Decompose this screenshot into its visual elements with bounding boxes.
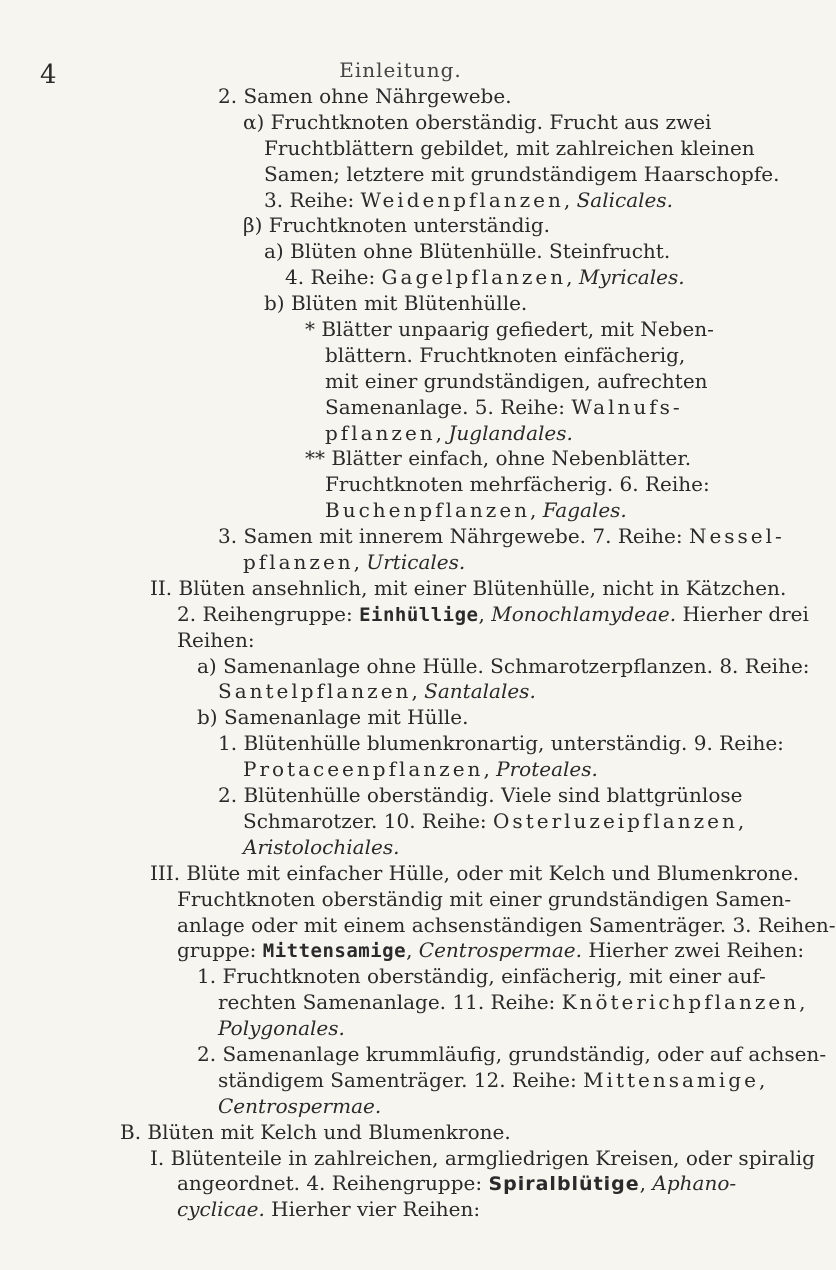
text-run: a) Blüten ohne Blütenhülle. Steinfrucht. [264, 239, 671, 264]
text-run: Nessel- [688, 524, 785, 549]
text-run: pflanzen [243, 550, 354, 575]
text-run: Reihen: [177, 627, 255, 652]
text-run: 3. Samen mit innerem Nährgewebe. 7. Reihe: [218, 524, 689, 549]
text-run: B. Blüten mit Kelch und Blumenkrone. [120, 1119, 511, 1144]
text-run: Santelpflanzen [218, 679, 412, 704]
text-run: gruppe: [177, 938, 263, 963]
text-line [0, 136, 801, 162]
text-run: , [478, 601, 492, 626]
text-line [0, 731, 801, 757]
text-line [0, 188, 801, 214]
text-run: Mittensamige [583, 1067, 759, 1092]
text-run: Monochlamydeae. [491, 601, 677, 626]
text-run: angeordnet. 4. Reihengruppe: [177, 1171, 489, 1196]
text-run: , [799, 990, 806, 1015]
text-run: Myricales. [578, 265, 685, 290]
text-run: , [353, 550, 367, 575]
text-run: Polygonales. [218, 1016, 345, 1041]
text-run: Spiralblütige [488, 1173, 640, 1196]
text-line [0, 446, 801, 472]
text-line [0, 110, 801, 136]
text-run: b) Blüten mit Blütenhülle. [264, 291, 528, 316]
text-line [0, 84, 801, 110]
text-run: Osterluzeipflanzen [493, 808, 738, 833]
text-run: * Blätter unpaarig gefiedert, mit Neben- [305, 317, 714, 342]
running-head: Einleitung. [339, 58, 462, 82]
text-run: Fruchtknoten oberständig mit einer grundständigen Samen- [177, 886, 792, 911]
text-run: , [563, 187, 577, 212]
text-run: Samenanlage. 5. Reihe: [325, 394, 572, 419]
text-run: 2. Blütenhülle oberständig. Viele sind blattgrünlose [218, 783, 743, 808]
text-line [0, 653, 810, 680]
text-line [0, 343, 801, 369]
text-run: 1. Blütenhülle blumenkronartig, unterständig. 9. Reihe: [218, 731, 784, 756]
text-line [0, 265, 801, 291]
text-run: 2. Samenanlage krummläufig, grundständig, oder auf achsen- [197, 1041, 827, 1066]
text-run: blättern. Fruchtknoten einfächerig, [325, 342, 686, 367]
text-run: III. Blüte mit einfacher Hülle, oder mit Kelch und Blumenkrone. [150, 860, 800, 885]
text-run: , [758, 1067, 766, 1092]
text-run: pflanzen [325, 420, 436, 445]
text-line [0, 679, 801, 705]
page-number: 4 [40, 60, 57, 90]
text-run: Gagelpflanzen [381, 265, 567, 290]
text-run: b) Samenanlage mit Hülle. [197, 705, 469, 730]
text-run: α) Fruchtknoten oberständig. Frucht aus zwei [243, 109, 712, 134]
text-run: ständigem Samenträger. 12. Reihe: [218, 1067, 584, 1092]
text-run: ** Blätter einfach, ohne Nebenblätter. [305, 446, 692, 471]
text-run: Juglandales. [448, 420, 573, 445]
text-line [0, 887, 801, 913]
text-run: Walnufs- [571, 394, 683, 419]
text-run: , [406, 938, 419, 963]
text-line [0, 912, 836, 939]
text-run: 4. Reihe: [285, 265, 382, 290]
text-line [0, 705, 801, 731]
text-run: Salicales. [576, 187, 674, 212]
text-line [0, 990, 806, 1016]
text-run: Proteales. [496, 757, 598, 782]
text-line [0, 601, 809, 628]
text-run: , [483, 757, 497, 782]
text-line [0, 213, 801, 239]
text-run: , [737, 808, 745, 833]
text-run: Hierher zwei Reihen: [581, 938, 805, 963]
text-line [0, 550, 801, 576]
text-line [0, 1145, 815, 1172]
text-run: Knöterichpflanzen [561, 990, 800, 1015]
text-line [0, 1016, 801, 1042]
text-line [0, 498, 801, 524]
text-line [0, 757, 801, 783]
text-line [0, 317, 801, 343]
text-line [0, 964, 801, 990]
text-run: II. Blüten ansehnlich, mit einer Blütenhülle, nicht in Kätzchen. [150, 575, 787, 600]
text-line [0, 1041, 827, 1068]
text-line [0, 809, 801, 835]
text-run: rechten Samenanlage. 11. Reihe: [218, 990, 562, 1015]
text-run: Centrospermae. [418, 938, 582, 963]
text-run: , [411, 679, 425, 704]
text-run: Einhüllige [359, 603, 479, 626]
text-run: Fruchtknoten mehrfächerig. 6. Reihe: [325, 472, 710, 497]
text-line [0, 395, 801, 421]
text-line [0, 1171, 801, 1197]
text-line [0, 162, 801, 188]
text-run: Fagales. [542, 498, 627, 523]
text-run: cyclicae. [177, 1197, 265, 1222]
text-run: Hierher drei [676, 601, 809, 626]
text-run: Centrospermae. [218, 1093, 382, 1118]
text-run: I. Blütenteile in zahlreichen, armgliedrigen Kreisen, oder spiralig [150, 1145, 815, 1170]
text-run: Aristolochiales. [243, 834, 400, 859]
text-run: 2. Samen ohne Nährgewebe. [218, 84, 512, 108]
text-line [0, 576, 801, 602]
text-run: Schmarotzer. 10. Reihe: [243, 808, 494, 833]
text-run: , [435, 420, 449, 445]
text-run: a) Samenanlage ohne Hülle. Schmarotzerpflanzen. 8. Reihe: [197, 653, 810, 678]
text-line [0, 1197, 801, 1223]
text-line [0, 421, 801, 447]
text-line [0, 861, 801, 887]
text-run: , [530, 498, 543, 523]
text-run: mit einer grundständigen, aufrechten [325, 368, 708, 393]
page-body [0, 84, 836, 1223]
text-line [0, 938, 805, 964]
text-run: 3. Reihe: [264, 187, 361, 212]
text-line [0, 472, 801, 498]
text-run: Samen; letztere mit grundständigem Haarschopfe. [264, 161, 780, 186]
text-run: , [566, 265, 579, 290]
text-run: Fruchtblättern gebildet, mit zahlreichen kleinen [264, 135, 755, 160]
text-run: Aphano- [652, 1171, 737, 1196]
text-run: Hierher vier Reihen: [264, 1197, 481, 1222]
text-run: Urticales. [366, 550, 466, 575]
text-run: Mittensamige [262, 940, 407, 963]
text-line [0, 1120, 801, 1146]
text-run: Santalales. [424, 679, 536, 704]
text-run: Protaceenpflanzen [243, 757, 484, 782]
text-line [0, 1068, 801, 1094]
text-line [0, 783, 801, 809]
text-line [0, 835, 801, 861]
text-run: , [639, 1171, 653, 1196]
text-line [0, 524, 801, 550]
text-line [0, 369, 801, 395]
text-run: Buchenpflanzen [325, 498, 531, 523]
text-run: β) Fruchtknoten unterständig. [243, 213, 550, 238]
text-run: 1. Fruchtknoten oberständig, einfächerig, mit einer auf- [197, 964, 766, 989]
text-run: 2. Reihengruppe: [177, 601, 360, 626]
text-line [0, 291, 801, 317]
text-run: anlage oder mit einem achsenständigen Samenträger. 3. Reihen- [177, 912, 836, 937]
text-run: Weidenpflanzen [360, 187, 564, 212]
text-line [0, 239, 801, 265]
text-line [0, 1094, 801, 1120]
text-line [0, 628, 801, 654]
